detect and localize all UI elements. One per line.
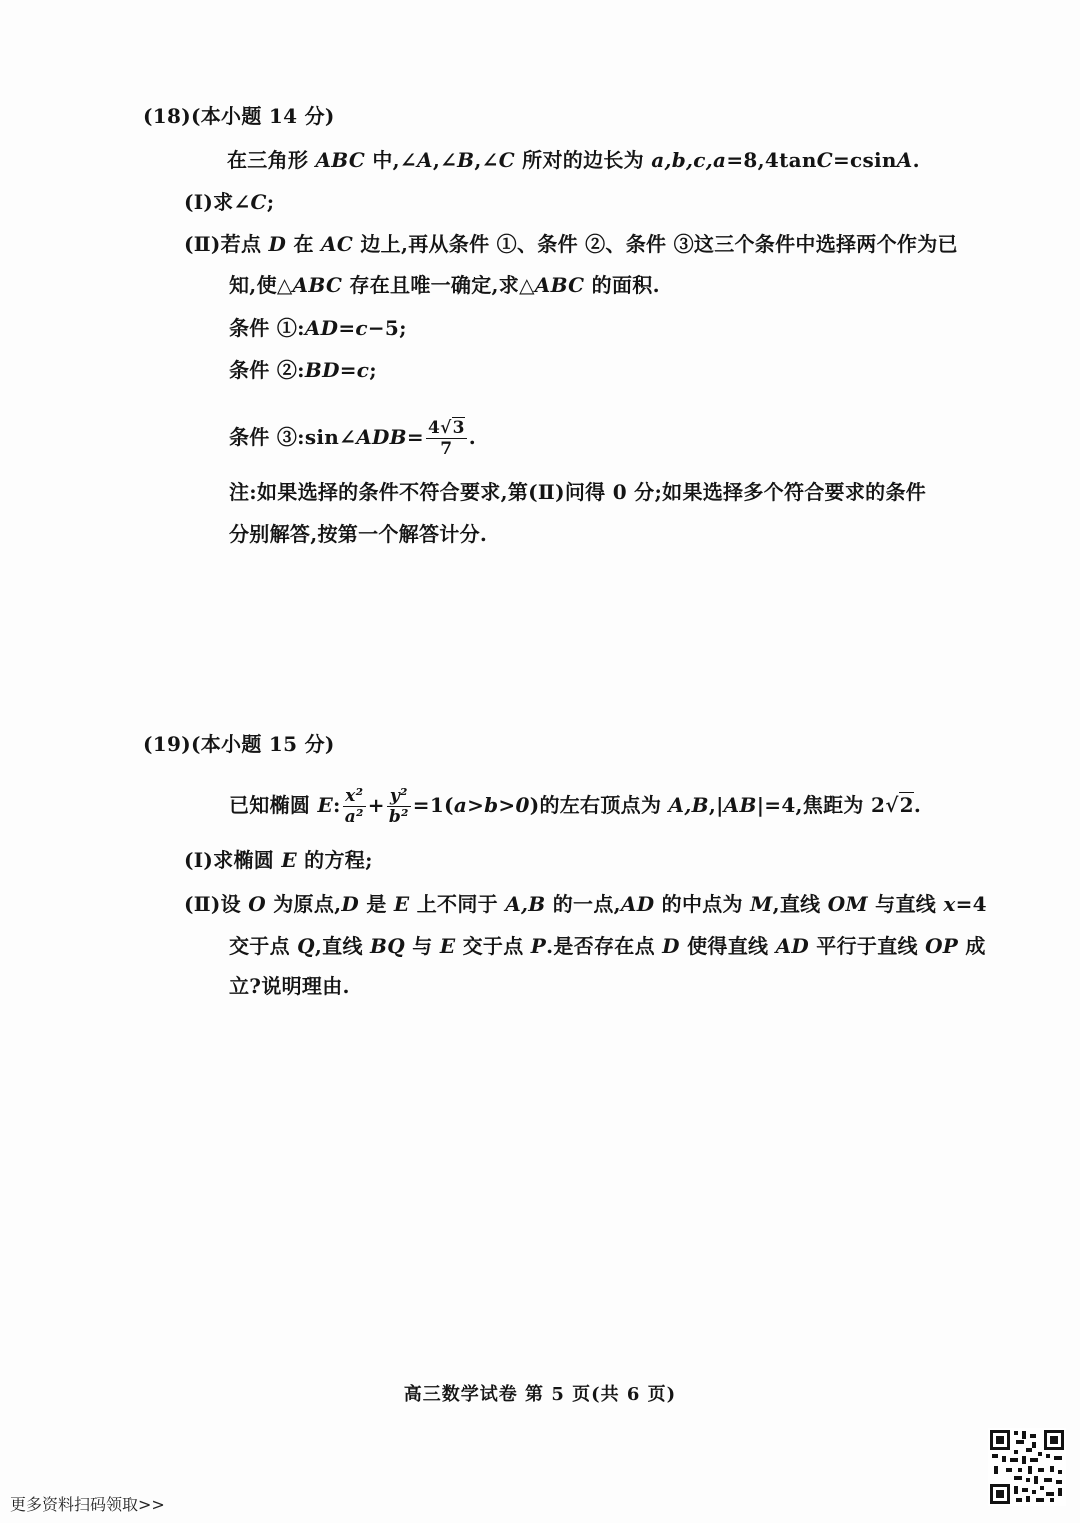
fraction-4sqrt3-over-7: $\frac{4√3}{7}$ [427, 418, 465, 459]
q18-note-line1: 注:如果选择的条件不符合要求,第(Ⅱ)问得 0 分;如果选择多个符合要求的条件 [229, 480, 927, 504]
q19-part1: (Ⅰ)求椭圆 E 的方程; [184, 848, 373, 872]
q18-note-line2: 分别解答,按第一个解答计分. [229, 522, 488, 546]
footnote-scan-for-more: 更多资料扫码领取>> [10, 1495, 165, 1514]
fraction-y2-over-b2: $\frac{\text{y²}}{\text{b²}}$ [388, 786, 409, 827]
q19-part2-line1: (Ⅱ)设 O 为原点,D 是 E 上不同于 A,B 的一点,AD 的中点为 M,直线 OM 与直线 x=4 [184, 892, 987, 916]
q19-part2-line3: 立?说明理由. [229, 974, 350, 998]
q18-part1: (Ⅰ)求∠C; [184, 190, 275, 214]
q18-part2-line1: (Ⅱ)若点 D 在 AC 边上,再从条件 ①、条件 ②、条件 ③这三个条件中选择两个作为已 [184, 232, 958, 256]
qr-code-icon [988, 1428, 1066, 1506]
fraction-x2-over-a2: $\frac{\text{x²}}{\text{a²}}$ [344, 786, 364, 827]
q19-stem: 已知椭圆 E: $\frac{\text{x²}}{\text{a²}}$ + $\frac{\text{y²}}{\text{b²}}$ =1(a>b>0)的左右顶点为 A,B,|AB|=4,焦距为 2√2. [229, 786, 922, 827]
q18-condition-3: 条件 ③:sin∠ADB= $\frac{4√3}{7}$ . [229, 418, 476, 459]
q18-condition-1: 条件 ①:AD=c−5; [229, 316, 407, 340]
q18-stem: 在三角形 ABC 中,∠A,∠B,∠C 所对的边长为 a,b,c,a=8,4tanC=csinA. [227, 148, 920, 172]
q18-header: (18)(本小题 14 分) [143, 104, 335, 128]
q19-part2-line2: 交于点 Q,直线 BQ 与 E 交于点 P.是否存在点 D 使得直线 AD 平行于直线 OP 成 [229, 934, 986, 958]
q19-header: (19)(本小题 15 分) [143, 732, 335, 756]
page-footer: 高三数学试卷 第 5 页(共 6 页) [403, 1384, 677, 1405]
q18-condition-2: 条件 ②:BD=c; [229, 358, 377, 382]
q18-part2-line2: 知,使△ABC 存在且唯一确定,求△ABC 的面积. [229, 273, 660, 297]
